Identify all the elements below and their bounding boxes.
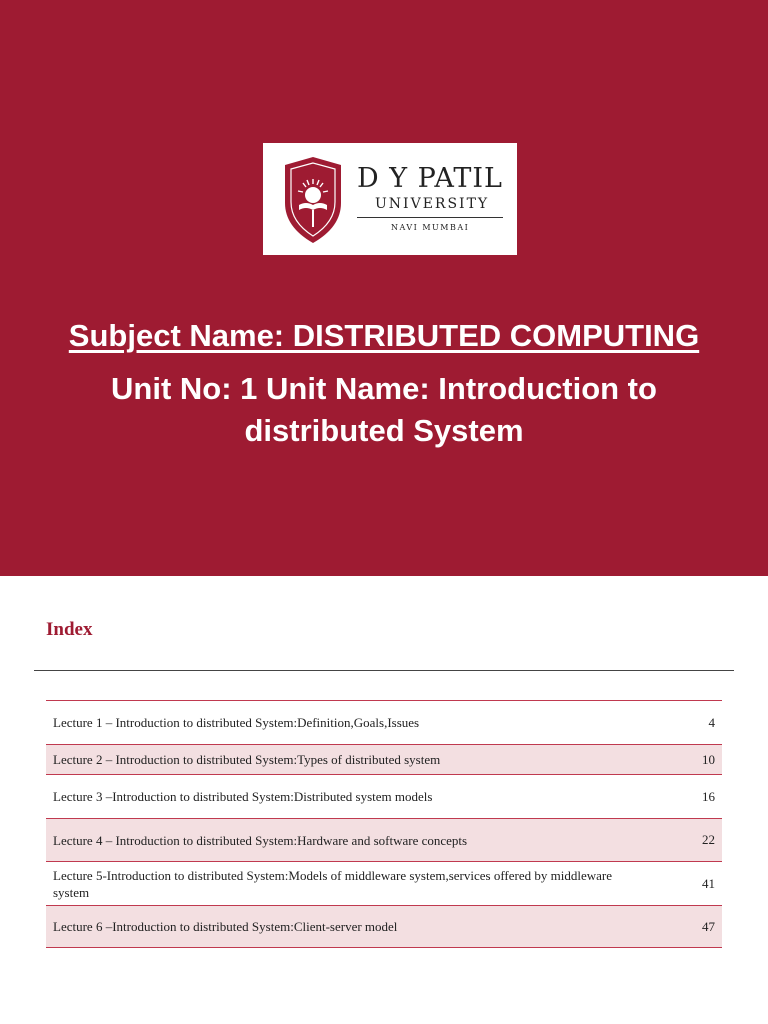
- index-table: [46, 700, 722, 948]
- table-row: [46, 701, 722, 745]
- subject-name: Subject Name: DISTRIBUTED COMPUTING: [68, 318, 700, 353]
- page-number: 4: [708, 714, 715, 730]
- logo-title: D Y PATIL: [357, 163, 503, 194]
- table-row: [46, 745, 722, 775]
- lecture-title: Lecture 5-Introduction to distributed System:Models of middleware system,services offered by middleware system: [53, 867, 612, 900]
- logo-divider: [357, 217, 503, 218]
- unit-name: Unit No: 1 Unit Name: Introduction to distributed System: [111, 371, 657, 448]
- page-number: 10: [702, 751, 715, 767]
- table-row: [46, 906, 722, 948]
- lecture-title: Lecture 6 –Introduction to distributed System:Client-server model: [53, 919, 398, 934]
- logo-location: NAVI MUMBAI: [391, 223, 470, 232]
- index-heading: Index: [46, 619, 93, 640]
- table-row: [46, 775, 722, 819]
- lecture-title: Lecture 4 – Introduction to distributed System:Hardware and software concepts: [53, 832, 468, 848]
- lecture-title: Lecture 3 –Introduction to distributed System:Distributed system models: [53, 789, 433, 804]
- index-divider: [34, 670, 734, 671]
- page-number: 47: [702, 918, 715, 934]
- lecture-title: Lecture 1 – Introduction to distributed System:Definition,Goals,Issues: [53, 715, 420, 730]
- page-number: 16: [702, 788, 715, 804]
- logo-subtitle: UNIVERSITY: [375, 196, 490, 212]
- page-number: 22: [702, 832, 715, 847]
- table-row: [46, 862, 722, 906]
- page-number: 41: [702, 875, 715, 891]
- lecture-title: Lecture 2 – Introduction to distributed System:Types of distributed system: [53, 752, 441, 767]
- shield-emblem-icon: [277, 155, 349, 245]
- university-logo: [263, 143, 517, 255]
- table-row: [46, 819, 722, 862]
